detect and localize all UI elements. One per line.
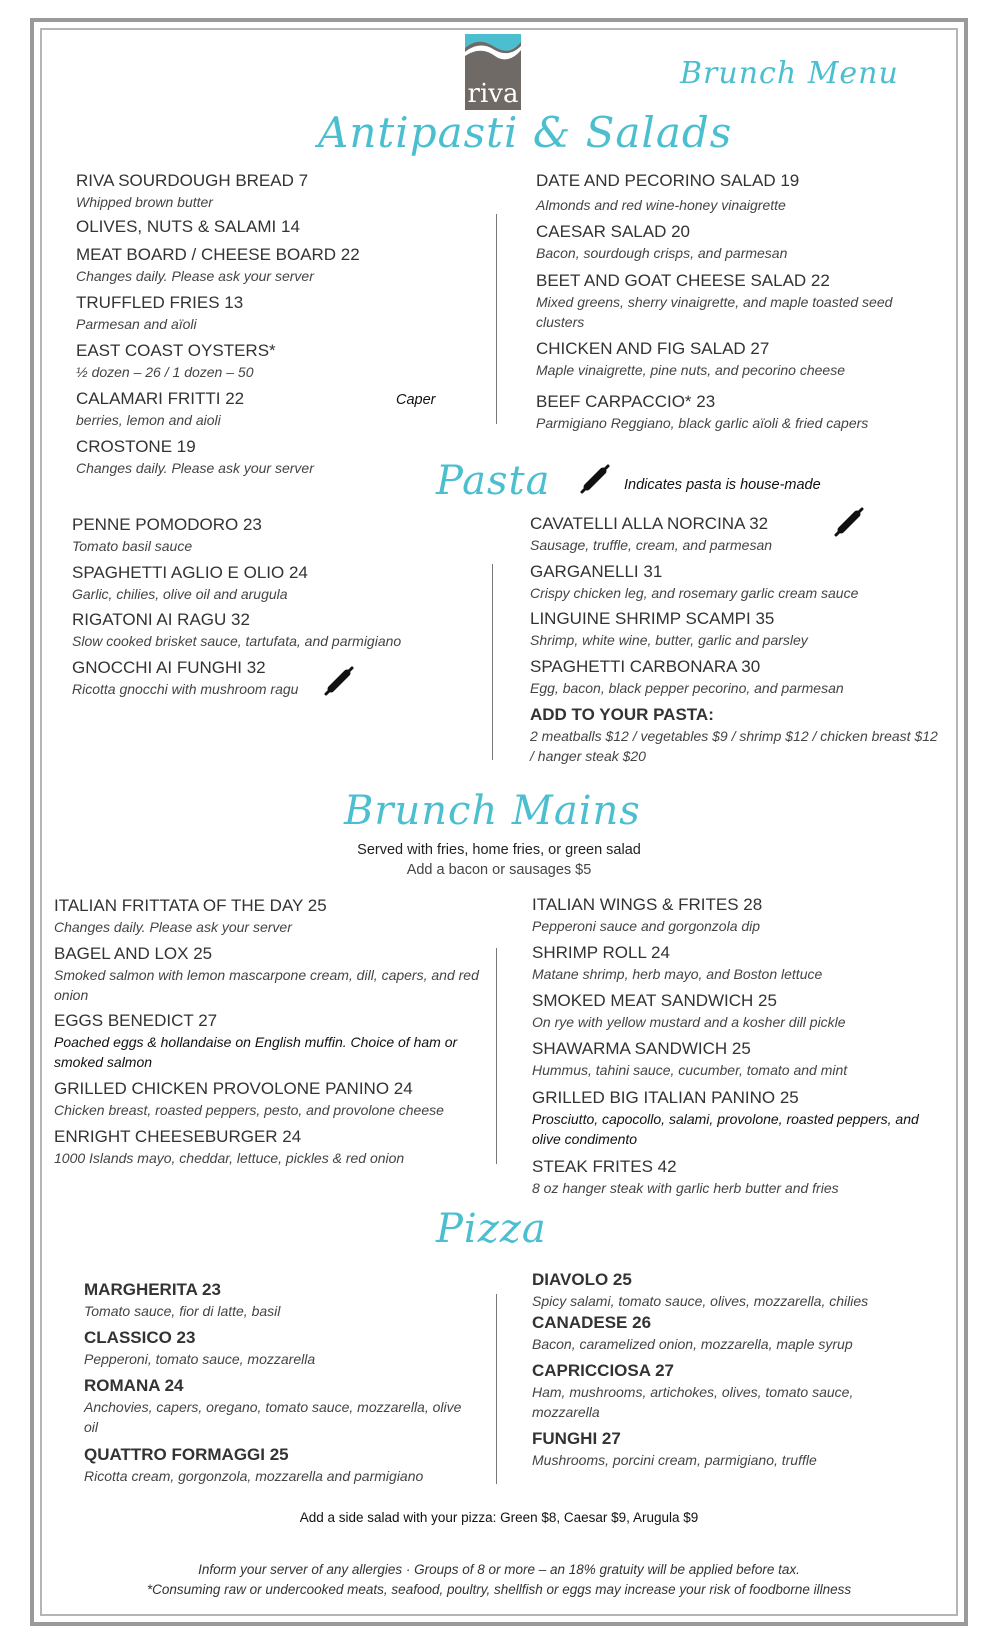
item-desc: Prosciutto, capocollo, salami, provolone, roasted peppers, and olive condimento (532, 1111, 919, 1147)
rolling-pin-icon (322, 664, 356, 698)
item-desc: Egg, bacon, black pepper pecorino, and parmesan (530, 680, 844, 696)
item-name: TRUFFLED FRIES 13 (76, 293, 244, 312)
item-name: SHRIMP ROLL 24 (532, 943, 670, 962)
menu-item (532, 1312, 853, 1354)
rolling-pin-icon (832, 505, 866, 539)
item-name: CALAMARI FRITTI 22 (76, 389, 245, 408)
item-name: ENRIGHT CHEESEBURGER 24 (54, 1127, 302, 1146)
menu-title: Brunch Menu (680, 56, 899, 91)
menu-item (72, 514, 262, 556)
menu-item (76, 244, 360, 286)
item-name: SMOKED MEAT SANDWICH 25 (532, 991, 777, 1010)
menu-item (76, 292, 243, 334)
item-name: ITALIAN FRITTATA OF THE DAY 25 (54, 896, 327, 915)
item-desc: Smoked salmon with lemon mascarpone cream, dill, capers, and red onion (54, 967, 479, 1003)
column-divider (496, 948, 497, 1164)
item-name: CAPRICCIOSA 27 (532, 1361, 675, 1380)
item-desc: Pepperoni sauce and gorgonzola dip (532, 918, 761, 934)
item-name: FUNGHI 27 (532, 1429, 621, 1448)
menu-item (536, 221, 787, 263)
item-name: RIVA SOURDOUGH BREAD 7 (76, 171, 309, 190)
menu-item (84, 1327, 315, 1369)
item-name: GRILLED CHICKEN PROVOLONE PANINO 24 (54, 1079, 413, 1098)
item-desc: Whipped brown butter (76, 194, 213, 210)
menu-item (532, 1428, 817, 1470)
column-divider (492, 564, 493, 760)
logo-text: riva (467, 79, 519, 109)
item-name: ADD TO YOUR PASTA: (530, 705, 714, 724)
item-desc: Hummus, tahini sauce, cucumber, tomato and mint (532, 1062, 848, 1078)
menu-item (530, 513, 772, 555)
item-name: GRILLED BIG ITALIAN PANINO 25 (532, 1088, 799, 1107)
item-desc: Maple vinaigrette, pine nuts, and pecorino cheese (536, 362, 845, 378)
menu-item (536, 170, 799, 215)
item-desc: Changes daily. Please ask your server (76, 268, 314, 284)
item-desc: Spicy salami, tomato sauce, olives, mozzarella, chilies (532, 1293, 869, 1309)
menu-item (530, 608, 808, 650)
column-divider (496, 1294, 497, 1484)
menu-item (76, 340, 276, 382)
item-name: GARGANELLI 31 (530, 562, 663, 581)
add-to-pasta (530, 704, 940, 766)
item-name: SPAGHETTI AGLIO E OLIO 24 (72, 563, 308, 582)
pizza-side-salad-note: Add a side salad with your pizza: Green $8, Caesar $9, Arugula $9 (299, 1510, 699, 1525)
item-desc: Tomato sauce, fior di latte, basil (84, 1303, 281, 1319)
menu-item (54, 895, 327, 937)
item-desc: berries, lemon and aioli (76, 412, 221, 428)
column-divider (496, 214, 497, 424)
item-extra: Caper (396, 392, 436, 408)
item-desc: 1000 Islands mayo, cheddar, lettuce, pickles & red onion (54, 1150, 405, 1166)
item-desc: 8 oz hanger steak with garlic herb butter and fries (532, 1180, 839, 1196)
footer-allergy-note: Inform your server of any allergies · Groups of 8 or more – an 18% gratuity will be applied before tax. (198, 1562, 800, 1577)
menu-item (54, 943, 486, 1005)
item-desc: Parmigiano Reggiano, black garlic aïoli & fried capers (536, 415, 869, 431)
item-name: CHICKEN AND FIG SALAD 27 (536, 339, 770, 358)
item-desc: ½ dozen – 26 / 1 dozen – 50 (76, 364, 254, 380)
menu-item (532, 990, 846, 1032)
item-desc: Mushrooms, porcini cream, parmigiano, truffle (532, 1452, 817, 1468)
item-name: ITALIAN WINGS & FRITES 28 (532, 895, 763, 914)
menu-item (76, 388, 244, 430)
menu-item (532, 1087, 948, 1149)
item-name: EGGS BENEDICT 27 (54, 1011, 218, 1030)
menu-item (84, 1375, 464, 1437)
menu-item (76, 436, 314, 478)
menu-item (72, 562, 308, 604)
menu-item (536, 338, 845, 380)
menu-item (532, 1360, 912, 1422)
item-name: MEAT BOARD / CHEESE BOARD 22 (76, 245, 360, 264)
menu-item (54, 1010, 494, 1072)
item-name: OLIVES, NUTS & SALAMI 14 (76, 217, 300, 236)
item-name: SPAGHETTI CARBONARA 30 (530, 657, 761, 676)
menu-item (84, 1279, 280, 1321)
item-desc: Ricotta cream, gorgonzola, mozzarella and parmigiano (84, 1468, 424, 1484)
item-name: GNOCCHI AI FUNGHI 32 (72, 658, 266, 677)
item-name: STEAK FRITES 42 (532, 1157, 677, 1176)
menu-item (72, 657, 298, 699)
menu-item (532, 942, 822, 984)
section-antipasti-title: Antipasti & Salads (318, 108, 733, 157)
menu-item (530, 561, 858, 603)
item-name: RIGATONI AI RAGU 32 (72, 610, 250, 629)
menu-item (536, 391, 868, 433)
section-pizza-title: Pizza (436, 1206, 547, 1252)
menu-item (54, 1078, 444, 1120)
item-name: CLASSICO 23 (84, 1328, 196, 1347)
item-desc: Shrimp, white wine, butter, garlic and parsley (530, 632, 808, 648)
item-name: QUATTRO FORMAGGI 25 (84, 1445, 289, 1464)
menu-item (84, 1444, 423, 1486)
item-name: LINGUINE SHRIMP SCAMPI 35 (530, 609, 775, 628)
mains-add-note: Add a bacon or sausages $5 (406, 862, 592, 878)
item-name: ROMANA 24 (84, 1376, 184, 1395)
item-desc: Tomato basil sauce (72, 538, 193, 554)
menu-item (72, 609, 401, 651)
item-desc: Pepperoni, tomato sauce, mozzarella (84, 1351, 316, 1367)
item-name: EAST COAST OYSTERS* (76, 341, 276, 360)
item-desc: Ricotta gnocchi with mushroom ragu (72, 681, 299, 697)
item-name: PENNE POMODORO 23 (72, 515, 262, 534)
menu-item (532, 1156, 839, 1198)
item-desc: Parmesan and aïoli (76, 316, 197, 332)
menu-item (536, 270, 920, 332)
wave-icon (465, 34, 521, 68)
rolling-pin-icon (578, 462, 612, 496)
menu-item (532, 894, 762, 936)
item-name: BEEF CARPACCIO* 23 (536, 392, 716, 411)
item-desc: Changes daily. Please ask your server (76, 460, 314, 476)
menu-item (54, 1126, 404, 1168)
item-desc: Sausage, truffle, cream, and parmesan (530, 537, 773, 553)
item-desc: On rye with yellow mustard and a kosher dill pickle (532, 1014, 846, 1030)
pasta-house-made-note: Indicates pasta is house-made (624, 477, 821, 493)
menu-item (532, 1269, 868, 1311)
item-desc: Garlic, chilies, olive oil and arugula (72, 586, 288, 602)
item-desc: Poached eggs & hollandaise on English muffin. Choice of ham or smoked salmon (54, 1034, 458, 1070)
item-desc: Mixed greens, sherry vinaigrette, and maple toasted seed clusters (536, 294, 893, 330)
item-desc: Bacon, caramelized onion, mozzarella, maple syrup (532, 1336, 853, 1352)
item-name: BAGEL AND LOX 25 (54, 944, 213, 963)
item-name: SHAWARMA SANDWICH 25 (532, 1039, 751, 1058)
menu-item (532, 1038, 847, 1080)
menu-item (530, 656, 844, 698)
item-name: CANADESE 26 (532, 1313, 652, 1332)
menu-item (76, 170, 308, 212)
item-name: CROSTONE 19 (76, 437, 196, 456)
menu-item (76, 216, 300, 238)
item-desc: Anchovies, capers, oregano, tomato sauce, mozzarella, olive oil (84, 1399, 462, 1435)
riva-logo (465, 34, 521, 110)
item-desc: Ham, mushrooms, artichokes, olives, tomato sauce, mozzarella (532, 1384, 854, 1420)
item-desc: Slow cooked brisket sauce, tartufata, and parmigiano (72, 633, 402, 649)
item-desc: Chicken breast, roasted peppers, pesto, and provolone cheese (54, 1102, 444, 1118)
mains-served-note: Served with fries, home fries, or green salad (357, 842, 641, 858)
section-pasta-title: Pasta (436, 458, 551, 504)
item-name: CAVATELLI ALLA NORCINA 32 (530, 514, 769, 533)
item-name: DIAVOLO 25 (532, 1270, 632, 1289)
item-name: MARGHERITA 23 (84, 1280, 221, 1299)
item-name: DATE AND PECORINO SALAD 19 (536, 171, 800, 190)
item-name: CAESAR SALAD 20 (536, 222, 691, 241)
footer-consumption-warning: *Consuming raw or undercooked meats, seafood, poultry, shellfish or eggs may increase your risk of foodborne illness (146, 1582, 852, 1597)
item-desc: Almonds and red wine-honey vinaigrette (536, 197, 786, 213)
item-desc: Matane shrimp, herb mayo, and Boston lettuce (532, 966, 823, 982)
item-desc: Crispy chicken leg, and rosemary garlic cream sauce (530, 585, 859, 601)
item-name: BEET AND GOAT CHEESE SALAD 22 (536, 271, 830, 290)
section-mains-title: Brunch Mains (344, 788, 641, 834)
item-desc: 2 meatballs $12 / vegetables $9 / shrimp $12 / chicken breast $12 / hanger steak $20 (530, 728, 938, 764)
item-desc: Bacon, sourdough crisps, and parmesan (536, 245, 788, 261)
item-desc: Changes daily. Please ask your server (54, 919, 292, 935)
